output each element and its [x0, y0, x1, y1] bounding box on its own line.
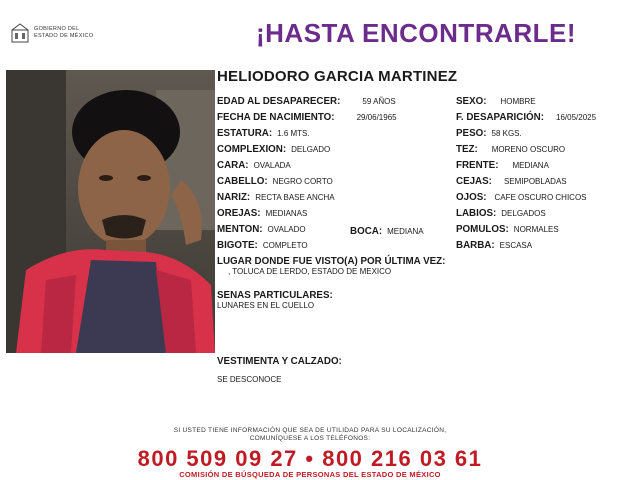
cara-label: CARA:	[217, 160, 249, 171]
tez-value: MORENO OSCURO	[491, 145, 566, 154]
field-labios	[456, 208, 546, 219]
lugar-label: LUGAR DONDE FUE VISTO(A) POR ÚLTIMA VEZ:	[217, 256, 446, 267]
boca-value: MEDIANA	[387, 227, 424, 236]
labios-value: DELGADOS	[501, 209, 546, 218]
menton-value: OVALADO	[267, 225, 306, 234]
field-complexion	[217, 144, 330, 155]
pomulos-label: POMULOS:	[456, 224, 509, 235]
desaparicion-value: 16/05/2025	[556, 113, 597, 122]
field-orejas	[217, 208, 307, 219]
estatura-value: 1.6 MTS.	[277, 129, 310, 138]
peso-value: 58 KGS.	[491, 129, 522, 138]
field-edad	[217, 96, 396, 107]
phone-numbers: 800 509 09 27 • 800 216 03 61	[137, 446, 483, 471]
desaparicion-label: F. DESAPARICIÓN:	[456, 112, 544, 123]
field-sexo	[456, 96, 536, 107]
labios-label: LABIOS:	[456, 208, 497, 219]
field-peso	[456, 128, 522, 139]
pomulos-value: NORMALES	[513, 225, 559, 234]
logo-line-1: GOBIERNO DEL	[34, 26, 80, 32]
boca-label: BOCA:	[350, 226, 383, 237]
field-desaparicion	[456, 112, 596, 123]
field-estatura	[217, 128, 310, 139]
menton-label: MENTON:	[217, 224, 263, 235]
senas-label: SENAS PARTICULARES:	[217, 290, 333, 301]
field-boca	[350, 226, 424, 237]
logo-line-2: ESTADO DE MÉXICO	[34, 33, 94, 39]
contact-instructions-line-2: COMUNÍQUESE A LOS TELÉFONOS:	[249, 435, 371, 442]
barba-label: BARBA:	[456, 240, 495, 251]
state-emblem-icon	[10, 22, 30, 44]
cabello-value: NEGRO CORTO	[272, 177, 333, 186]
nacimiento-value: 29/06/1965	[356, 113, 397, 122]
field-tez	[456, 144, 565, 155]
field-nariz	[217, 192, 335, 203]
vestimenta-value: SE DESCONOCE	[217, 375, 282, 384]
peso-label: PESO:	[456, 128, 487, 139]
barba-value: ESCASA	[499, 241, 533, 250]
frente-label: FRENTE:	[456, 160, 499, 171]
field-ojos	[456, 192, 587, 203]
complexion-value: DELGADO	[291, 145, 331, 154]
field-barba	[456, 240, 532, 251]
field-cara	[217, 160, 291, 171]
field-cabello	[217, 176, 333, 187]
vestimenta-label: VESTIMENTA Y CALZADO:	[217, 356, 342, 367]
bigote-label: BIGOTE:	[217, 240, 258, 251]
field-bigote	[217, 240, 308, 251]
sexo-label: SEXO:	[456, 96, 487, 107]
edad-label: EDAD AL DESAPARECER:	[217, 96, 341, 107]
bigote-value: COMPLETO	[262, 241, 308, 250]
field-menton	[217, 224, 306, 235]
estatura-label: ESTATURA:	[217, 128, 273, 139]
field-cejas	[456, 176, 567, 187]
tez-label: TEZ:	[456, 144, 478, 155]
ojos-label: OJOS:	[456, 192, 487, 203]
cara-value: OVALADA	[253, 161, 291, 170]
cabello-label: CABELLO:	[217, 176, 268, 187]
commission-name: COMISIÓN DE BÚSQUEDA DE PERSONAS DEL ESTADO DE MÉXICO	[179, 470, 441, 479]
field-pomulos	[456, 224, 559, 235]
edad-value: 59 AÑOS	[362, 97, 396, 106]
missing-person-photo	[6, 70, 215, 353]
orejas-label: OREJAS:	[217, 208, 261, 219]
contact-instructions-line-1: SI USTED TIENE INFORMACIÓN QUE SEA DE UTILIDAD PARA SU LOCALIZACIÓN,	[173, 427, 447, 434]
nariz-value: RECTA BASE ANCHA	[255, 193, 335, 202]
lugar-value: , TOLUCA DE LERDO, ESTADO DE MEXICO	[228, 267, 392, 276]
person-name: HELIODORO GARCIA MARTINEZ	[217, 68, 458, 85]
cejas-value: SEMIPOBLADAS	[503, 177, 567, 186]
sexo-value: HOMBRE	[500, 97, 536, 106]
field-frente	[456, 160, 549, 171]
senas-value: LUNARES EN EL CUELLO	[217, 301, 315, 310]
person-portrait-image	[6, 70, 215, 353]
nacimiento-label: FECHA DE NACIMIENTO:	[217, 112, 335, 123]
nariz-label: NARIZ:	[217, 192, 251, 203]
frente-value: MEDIANA	[512, 161, 549, 170]
ojos-value: CAFE OSCURO CHICOS	[494, 193, 587, 202]
orejas-value: MEDIANAS	[265, 209, 308, 218]
cejas-label: CEJAS:	[456, 176, 492, 187]
field-nacimiento	[217, 112, 397, 123]
headline: ¡HASTA ENCONTRARLE!	[256, 18, 577, 48]
government-logo	[10, 20, 120, 46]
complexion-label: COMPLEXION:	[217, 144, 287, 155]
